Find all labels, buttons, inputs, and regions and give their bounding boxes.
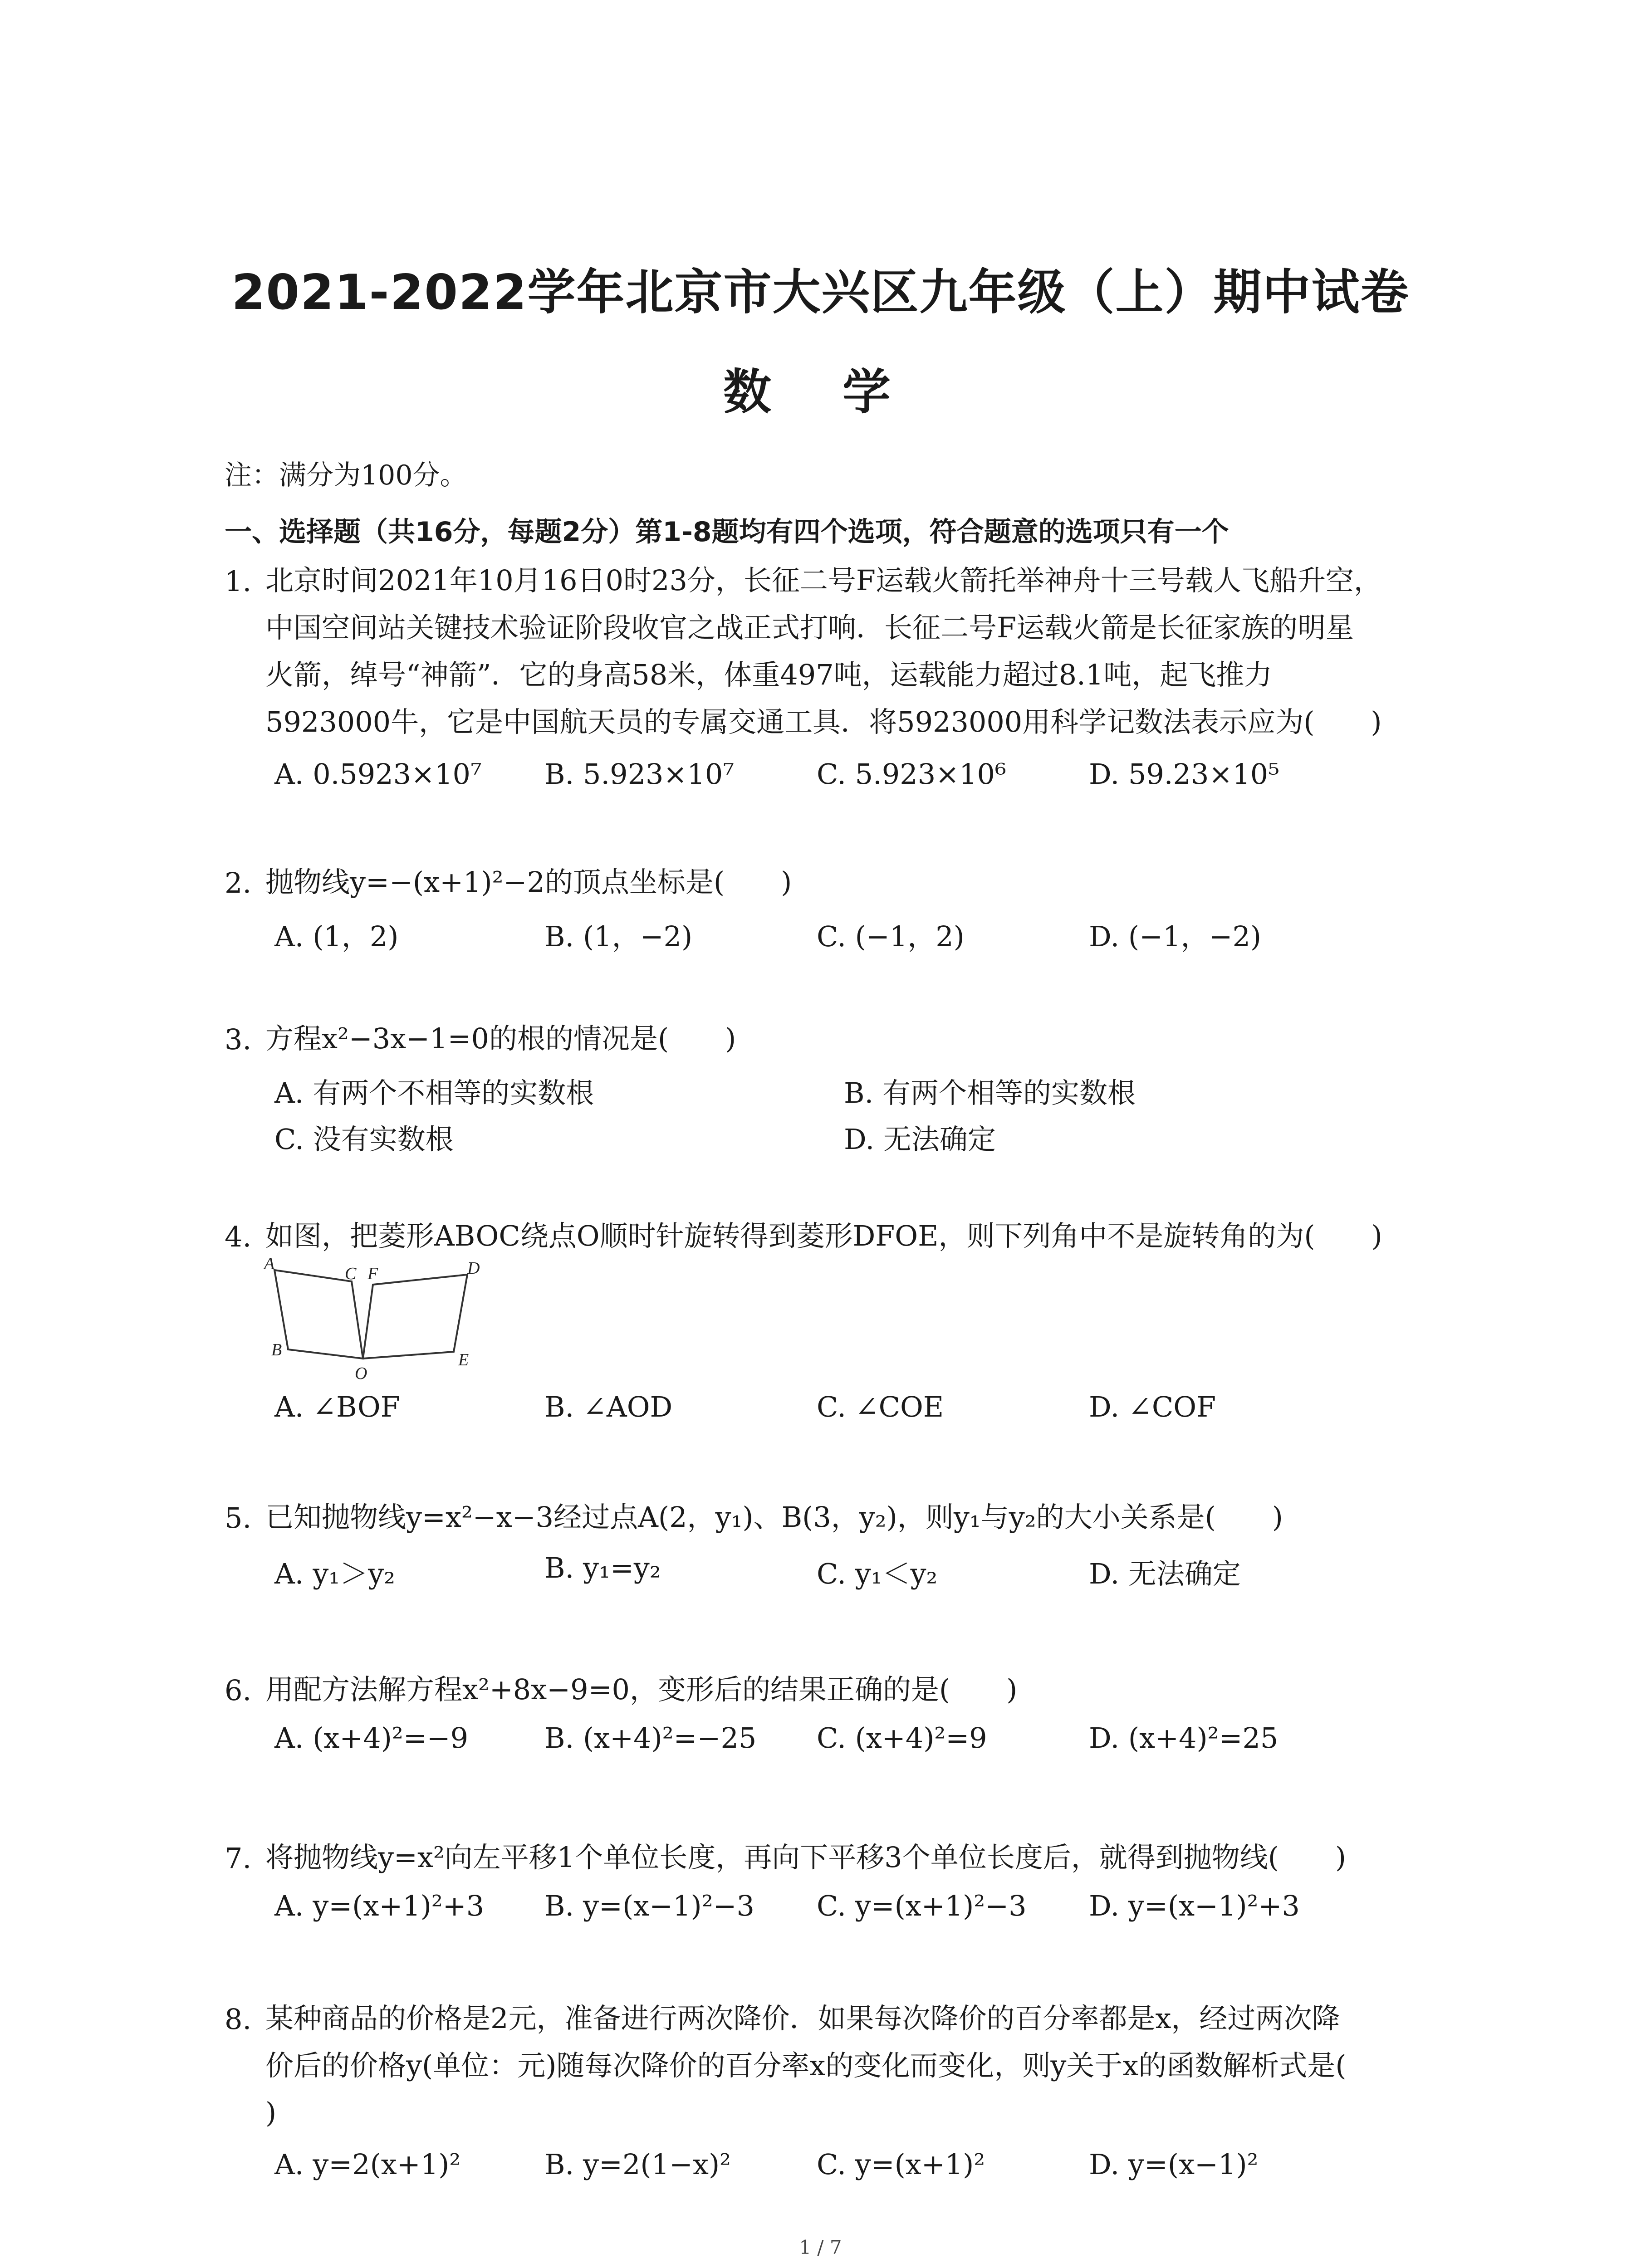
question-number: 7. xyxy=(225,1842,252,1875)
question-line: 北京时间2021年10月16日0时23分，长征二号F运载火箭托举神舟十三号载人飞船升空， xyxy=(265,564,1382,597)
option-b[interactable]: B. y₁=y₂ xyxy=(544,1551,661,1584)
question-line: 火箭，绰号“神箭”．它的身高58米，体重497吨，运载能力超过8.1吨，起飞推力 xyxy=(265,658,1273,691)
option-a[interactable]: A. 0.5923×10⁷ xyxy=(274,758,482,791)
question-number: 3. xyxy=(225,1023,252,1056)
question-number: 8. xyxy=(225,2003,252,2036)
question-line: 中国空间站关键技术验证阶段收官之战正式打响．长征二号F运载火箭是长征家族的明星 xyxy=(265,611,1354,644)
option-a[interactable]: A. ∠BOF xyxy=(274,1390,400,1423)
option-b[interactable]: B. 5.923×10⁷ xyxy=(544,758,735,791)
option-b[interactable]: B. 有两个相等的实数根 xyxy=(844,1076,1136,1110)
question-line: 价后的价格y(单位：元)随每次降价的百分率x的变化而变化，则y关于x的函数解析式是( xyxy=(265,2049,1347,2082)
figure-label-b: B xyxy=(271,1340,282,1359)
question-number: 2. xyxy=(225,866,252,899)
question-line: 已知抛物线y=x²−x−3经过点A(2，y₁)、B(3，y₂)，则y₁与y₂的大小关系是( ) xyxy=(265,1501,1283,1534)
question-number: 5. xyxy=(225,1501,252,1535)
option-d[interactable]: D. ∠COF xyxy=(1089,1390,1216,1423)
option-c[interactable]: C. (−1，2) xyxy=(817,920,965,953)
figure-label-o: O xyxy=(355,1364,367,1383)
question-line: 如图，把菱形ABOC绕点O顺时针旋转得到菱形DFOE，则下列角中不是旋转角的为( ) xyxy=(265,1219,1382,1252)
question-line: ) xyxy=(265,2096,277,2129)
option-d[interactable]: D. (x+4)²=25 xyxy=(1089,1721,1279,1755)
option-b[interactable]: B. y=(x−1)²−3 xyxy=(544,1889,754,1922)
option-a[interactable]: A. y=(x+1)²+3 xyxy=(274,1889,485,1922)
option-d[interactable]: D. y=(x−1)² xyxy=(1089,2148,1259,2181)
option-c[interactable]: C. (x+4)²=9 xyxy=(817,1721,987,1755)
option-d[interactable]: D. 无法确定 xyxy=(844,1123,996,1156)
page-title: 2021-2022学年北京市大兴区九年级（上）期中试卷 xyxy=(231,264,1410,320)
question-number: 6. xyxy=(225,1674,252,1707)
figure-label-d: D xyxy=(467,1259,480,1278)
option-c[interactable]: C. 没有实数根 xyxy=(274,1123,454,1156)
subject-title: 数 学 xyxy=(723,364,918,420)
question-line: 将抛物线y=x²向左平移1个单位长度，再向下平移3个单位长度后，就得到抛物线( ) xyxy=(265,1841,1347,1874)
question-line: 方程x²−3x−1=0的根的情况是( ) xyxy=(265,1022,736,1055)
figure-label-c: C xyxy=(345,1264,357,1283)
option-d[interactable]: D. 59.23×10⁵ xyxy=(1089,758,1280,791)
option-b[interactable]: B. (1，−2) xyxy=(544,920,693,953)
rhombus-figure xyxy=(254,1256,508,1388)
figure-label-e: E xyxy=(458,1350,469,1369)
option-a[interactable]: A. y₁＞y₂ xyxy=(274,1557,395,1590)
option-a[interactable]: A. (x+4)²=−9 xyxy=(274,1721,469,1755)
option-b[interactable]: B. y=2(1−x)² xyxy=(544,2148,731,2181)
question-number: 4. xyxy=(225,1220,252,1253)
question-line: 某种商品的价格是2元，准备进行两次降价．如果每次降价的百分率都是x，经过两次降 xyxy=(265,2002,1340,2035)
section-heading: 一、选择题（共16分，每题2分）第1-8题均有四个选项，符合题意的选项只有一个 xyxy=(225,516,1229,548)
option-b[interactable]: B. (x+4)²=−25 xyxy=(544,1721,757,1755)
option-d[interactable]: D. y=(x−1)²+3 xyxy=(1089,1889,1300,1922)
question-line: 5923000牛，它是中国航天员的专属交通工具．将5923000用科学记数法表示应为( ) xyxy=(265,705,1382,738)
figure-label-f: F xyxy=(367,1264,378,1283)
option-d[interactable]: D. 无法确定 xyxy=(1089,1557,1241,1590)
option-b[interactable]: B. ∠AOD xyxy=(544,1390,673,1423)
page-number: 1 / 7 xyxy=(799,2236,842,2258)
option-c[interactable]: C. 5.923×10⁶ xyxy=(817,758,1006,791)
question-number: 1. xyxy=(225,565,252,598)
note: 注：满分为100分。 xyxy=(225,459,467,491)
option-a[interactable]: A. 有两个不相等的实数根 xyxy=(274,1076,594,1110)
option-c[interactable]: C. y=(x+1)² xyxy=(817,2148,985,2181)
option-c[interactable]: C. ∠COE xyxy=(817,1390,944,1423)
question-line: 抛物线y=−(x+1)²−2的顶点坐标是( ) xyxy=(265,865,792,899)
option-c[interactable]: C. y=(x+1)²−3 xyxy=(817,1889,1027,1922)
figure-label-a: A xyxy=(264,1256,275,1273)
option-d[interactable]: D. (−1，−2) xyxy=(1089,920,1262,953)
option-a[interactable]: A. y=2(x+1)² xyxy=(274,2148,461,2181)
question-line: 用配方法解方程x²+8x−9=0，变形后的结果正确的是( ) xyxy=(265,1673,1018,1706)
option-a[interactable]: A. (1，2) xyxy=(274,920,399,953)
option-c[interactable]: C. y₁＜y₂ xyxy=(817,1557,938,1590)
